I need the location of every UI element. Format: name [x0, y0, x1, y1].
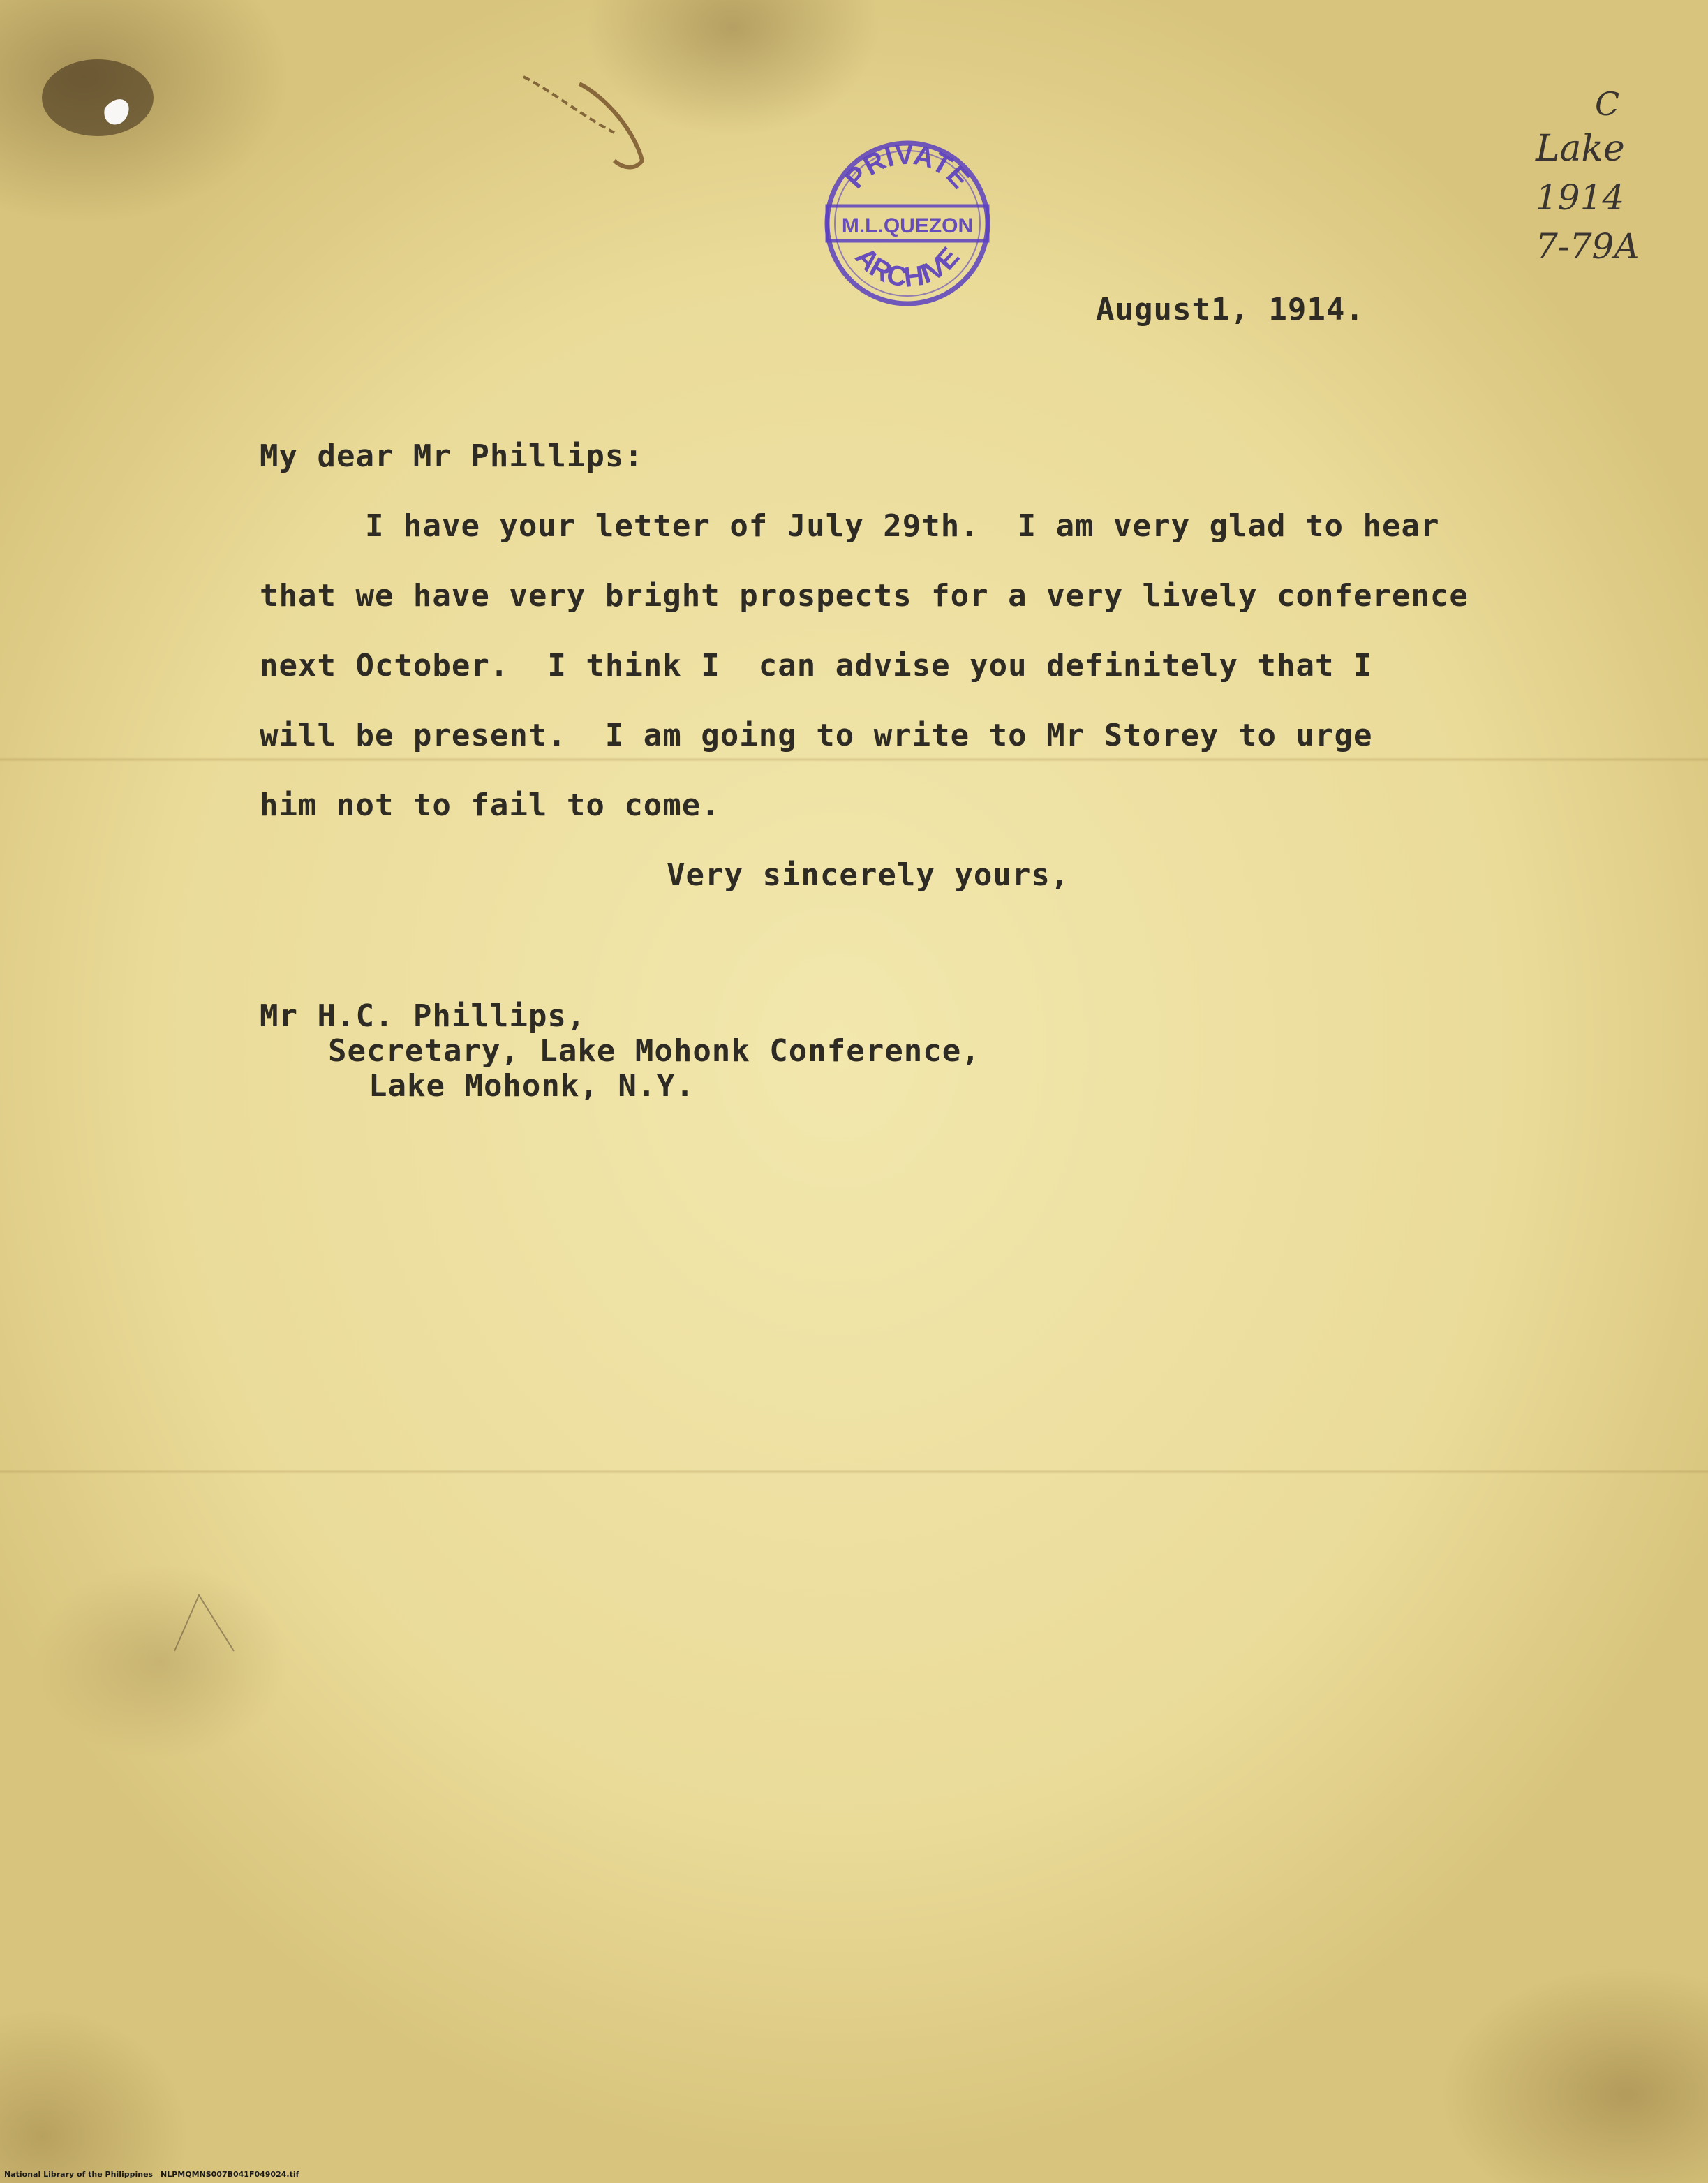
pencil-mark [168, 1585, 244, 1662]
letter-body-line: next October. I think I can advise you definitely that I [260, 648, 1373, 683]
stamp-bottom-text: ARCHIVE [849, 241, 966, 294]
paper-fold-line [0, 757, 1708, 762]
handnote-line-1: C [1595, 85, 1620, 123]
recipient-title: Secretary, Lake Mohonk Conference, [328, 1033, 981, 1069]
letter-date: August1, 1914. [1096, 292, 1365, 327]
handnote-line-2: Lake [1536, 128, 1625, 170]
letter-closing: Very sincerely yours, [667, 857, 1070, 893]
archive-stamp [820, 136, 995, 311]
paper-fold-line [0, 1470, 1708, 1474]
handnote-line-3: 1914 [1536, 177, 1625, 218]
letter-body-line: that we have very bright prospects for a very lively conference [260, 578, 1469, 614]
recipient-address: Lake Mohonk, N.Y. [369, 1068, 695, 1104]
handnote-line-4: 7-79A [1536, 226, 1640, 267]
letter-body-line: I have your letter of July 29th. I am very glad to hear [365, 508, 1440, 544]
handwritten-catalog-note [1515, 84, 1689, 293]
letter-body-line: him not to fail to come. [260, 787, 720, 823]
stamp-center-text: M.L.QUEZON [841, 214, 974, 237]
rust-clip-mark [510, 56, 663, 175]
footer-institution: National Library of the Philippines [4, 2170, 154, 2179]
recipient-name: Mr H.C. Phillips, [260, 998, 586, 1034]
footer-file-code: NLPMQMNS007B041F049024.tif [161, 2170, 299, 2179]
stamp-top-text: PRIVATE [839, 139, 976, 195]
ink-stain [21, 42, 161, 154]
letter-salutation: My dear Mr Phillips: [260, 438, 644, 474]
letter-body-line: will be present. I am going to write to Mr Storey to urge [260, 718, 1373, 753]
